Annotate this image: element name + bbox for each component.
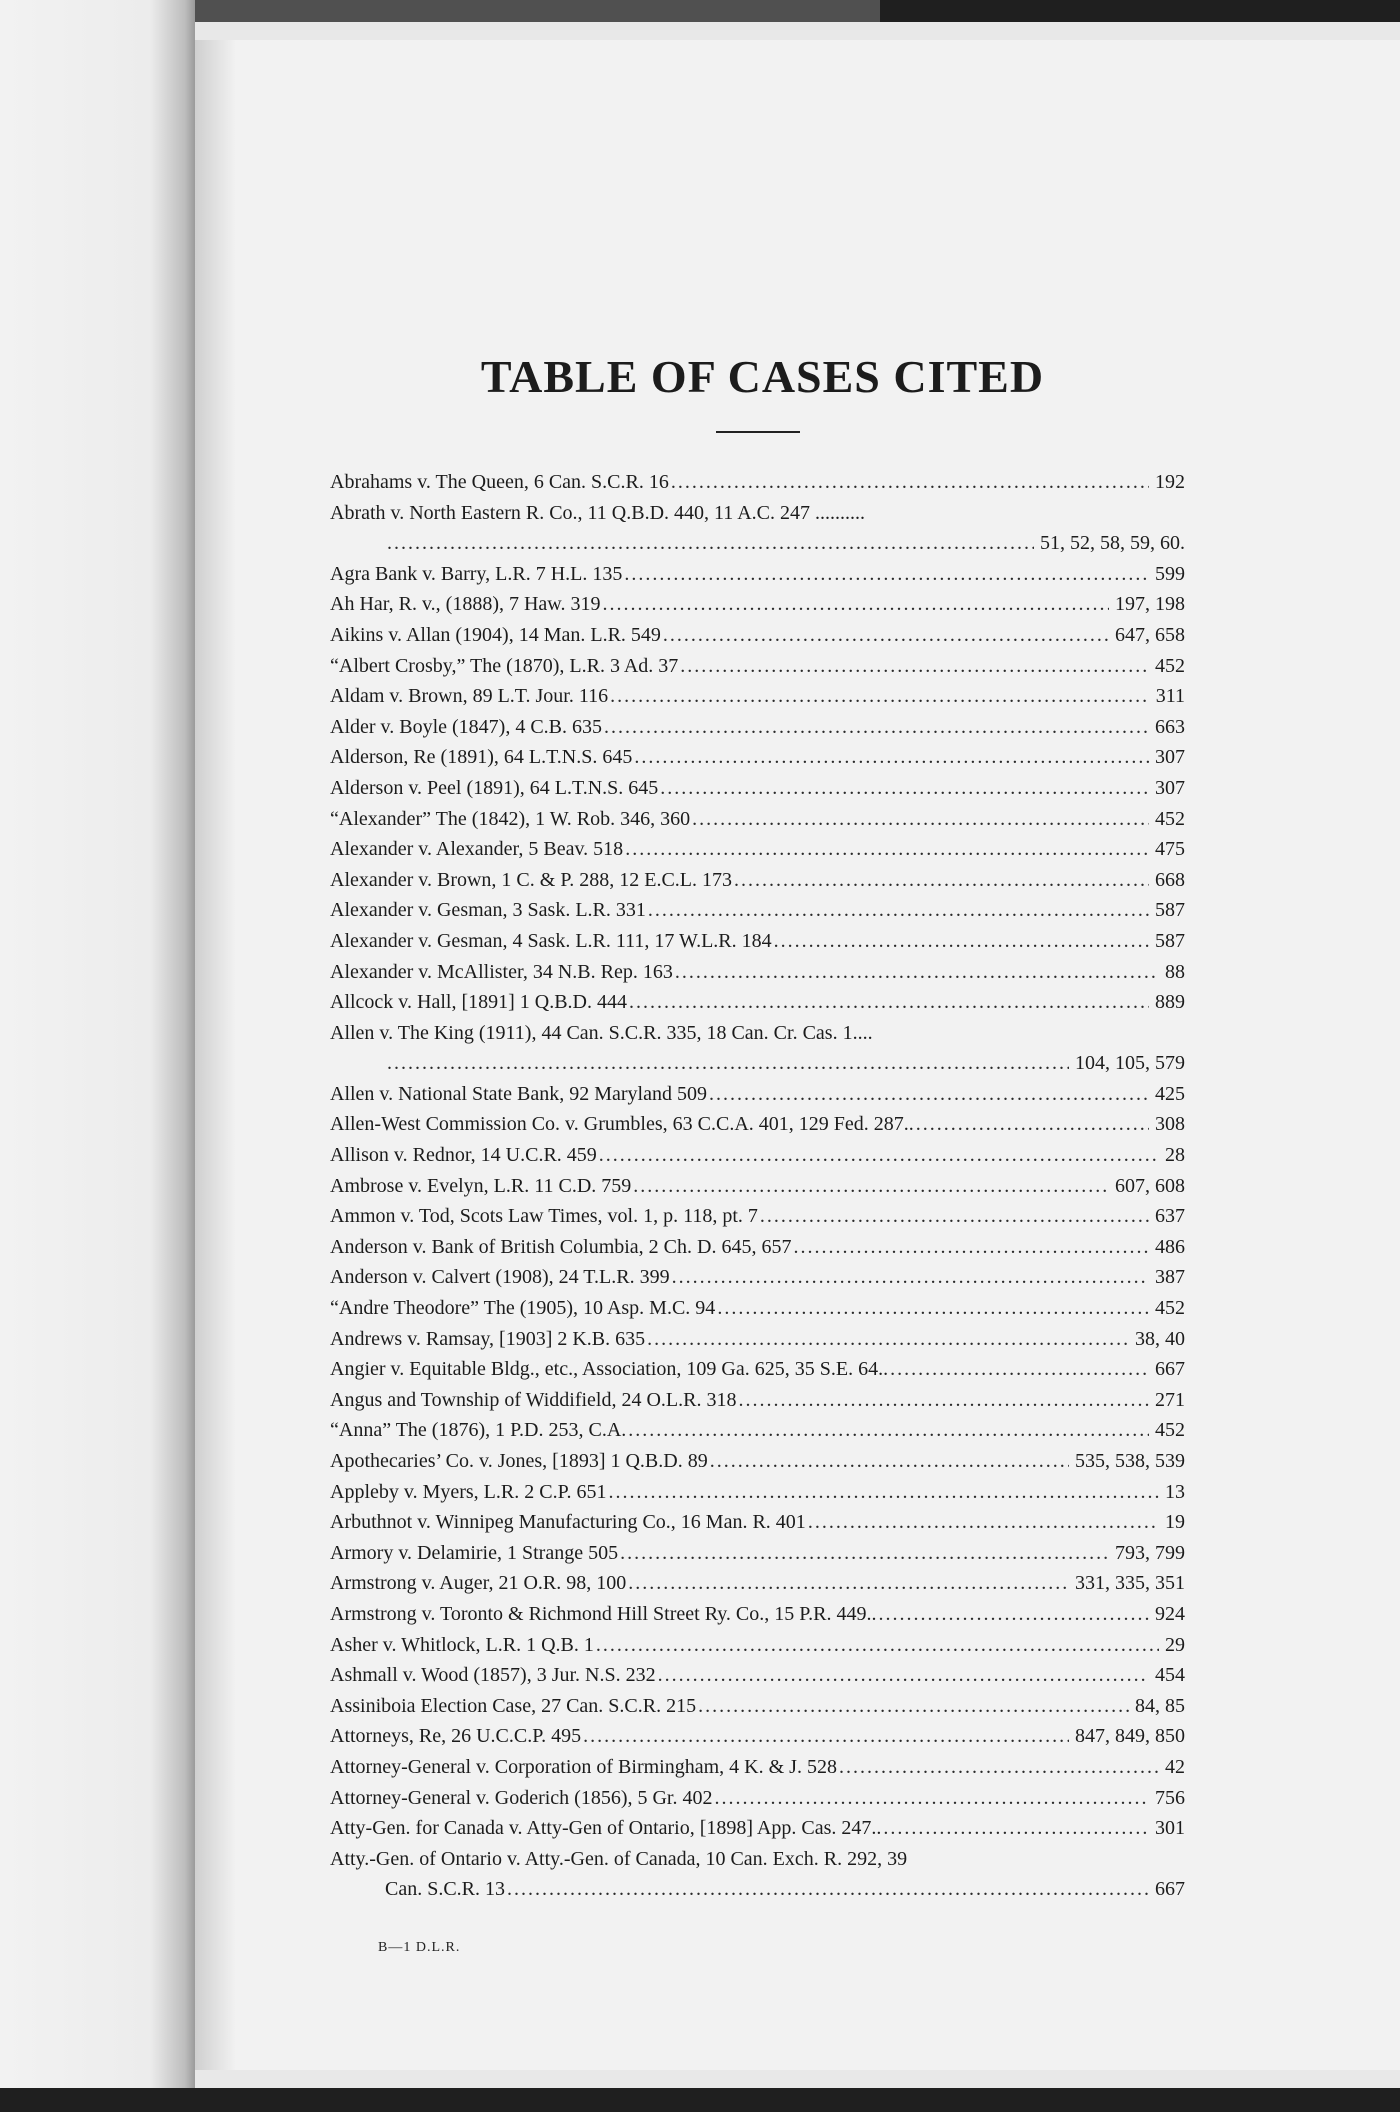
case-citation-continued: Can. S.C.R. 13: [385, 1878, 506, 1901]
case-continuation: [330, 1874, 1185, 1905]
case-page: 599: [1155, 562, 1185, 585]
case-entry: [330, 681, 1185, 712]
dot-leader: [507, 1874, 1149, 1905]
dot-leader: [387, 1048, 1069, 1079]
dot-leader: [717, 1293, 1149, 1324]
case-page: 331, 335, 351: [1075, 1572, 1185, 1595]
case-page: 637: [1155, 1205, 1185, 1228]
case-page: 271: [1155, 1388, 1185, 1411]
case-citation: Alder v. Boyle (1847), 4 C.B. 635: [330, 715, 603, 738]
case-row: [330, 1446, 1185, 1477]
dot-leader: [648, 895, 1149, 926]
page-content: [330, 350, 1185, 1905]
case-row: [330, 957, 1185, 988]
case-row: [330, 1415, 1185, 1446]
case-page: 924: [1155, 1602, 1185, 1625]
case-entry: [330, 1324, 1185, 1355]
case-row: [330, 1538, 1185, 1569]
case-citation: Allen v. The King (1911), 44 Can. S.C.R. 335, 18 Can. Cr. Cas. 1....: [330, 1021, 873, 1044]
case-citation: Abrahams v. The Queen, 6 Can. S.C.R. 16: [330, 471, 669, 493]
dot-leader: [629, 987, 1149, 1018]
case-row: [330, 1201, 1185, 1232]
case-row: [330, 467, 1185, 498]
case-citation: “Alexander” The (1842), 1 W. Rob. 346, 360: [330, 807, 691, 830]
case-entry: [330, 498, 1185, 559]
case-entry: [330, 712, 1185, 743]
case-citation: Allison v. Rednor, 14 U.C.R. 459: [330, 1144, 597, 1167]
case-citation: Armstrong v. Toronto & Richmond Hill Street Ry. Co., 15 P.R. 449..: [330, 1602, 877, 1625]
case-row: [330, 865, 1185, 896]
case-row: [330, 681, 1185, 712]
dot-leader: [628, 1415, 1149, 1446]
dot-leader: [608, 1477, 1159, 1508]
book-gutter: [195, 40, 235, 2070]
case-page: 452: [1155, 1419, 1185, 1442]
case-entry: [330, 559, 1185, 590]
case-row: [330, 1262, 1185, 1293]
case-row: [330, 651, 1185, 682]
case-row: [330, 1140, 1185, 1171]
case-citation: Aikins v. Allan (1904), 14 Man. L.R. 549: [330, 623, 661, 646]
case-page: 847, 849, 850: [1075, 1725, 1185, 1748]
case-entry: [330, 773, 1185, 804]
case-citation: Agra Bank v. Barry, L.R. 7 H.L. 135: [330, 562, 623, 585]
case-citation: Alexander v. McAllister, 34 N.B. Rep. 163: [330, 960, 673, 983]
dot-leader: [709, 1079, 1149, 1110]
case-row: [330, 926, 1185, 957]
case-page: 29: [1165, 1633, 1185, 1656]
case-entry: [330, 1232, 1185, 1263]
case-row: [330, 620, 1185, 651]
case-entry: [330, 589, 1185, 620]
case-row: [330, 1721, 1185, 1752]
dot-leader: [602, 589, 1109, 620]
dot-leader: [774, 926, 1149, 957]
case-entry: [330, 987, 1185, 1018]
case-page: 667: [1155, 1358, 1185, 1381]
case-row: [330, 712, 1185, 743]
dot-leader: [387, 528, 1034, 559]
case-page: 668: [1155, 868, 1185, 891]
dot-leader: [658, 1660, 1149, 1691]
case-citation: Armstrong v. Auger, 21 O.R. 98, 100: [330, 1572, 627, 1595]
case-entry: [330, 804, 1185, 835]
case-pages: 104, 105, 579: [1075, 1052, 1185, 1075]
case-entry: [330, 1783, 1185, 1814]
case-citation: Alexander v. Brown, 1 C. & P. 288, 12 E.C.L. 173: [330, 868, 733, 891]
case-citation: Aldam v. Brown, 89 L.T. Jour. 116: [330, 685, 609, 708]
case-citation: Atty.-Gen. of Ontario v. Atty.-Gen. of Canada, 10 Can. Exch. R. 292, 39: [330, 1847, 908, 1870]
case-row: [330, 1813, 1185, 1844]
dot-leader: [793, 1232, 1149, 1263]
case-continuation: [330, 1048, 1185, 1079]
dot-leader: [675, 957, 1159, 988]
dot-leader: [610, 681, 1150, 712]
case-entry: [330, 1691, 1185, 1722]
case-page: 454: [1155, 1664, 1185, 1687]
case-row: [330, 804, 1185, 835]
case-citation: Anderson v. Bank of British Columbia, 2 Ch. D. 645, 657: [330, 1235, 792, 1258]
dot-leader: [671, 467, 1149, 498]
dot-leader: [633, 1171, 1109, 1202]
case-citation: Assiniboia Election Case, 27 Can. S.C.R. 215: [330, 1694, 697, 1717]
case-page: 13: [1165, 1480, 1185, 1503]
dot-leader: [734, 865, 1149, 896]
case-citation: Ambrose v. Evelyn, L.R. 11 C.D. 759: [330, 1174, 632, 1197]
case-page: 663: [1155, 715, 1185, 738]
dot-leader: [599, 1140, 1159, 1171]
case-citation: Atty-Gen. for Canada v. Atty-Gen of Ontario, [1898] App. Cas. 247..: [330, 1817, 882, 1840]
dot-leader: [604, 712, 1149, 743]
cases-list: [330, 467, 1185, 1905]
case-page: 84, 85: [1135, 1694, 1185, 1717]
case-row: [330, 987, 1185, 1018]
case-row: [330, 1354, 1185, 1385]
case-citation: Ammon v. Tod, Scots Law Times, vol. 1, p. 118, pt. 7: [330, 1205, 758, 1228]
case-entry: [330, 1507, 1185, 1538]
case-page: 587: [1155, 899, 1185, 922]
case-entry: [330, 1538, 1185, 1569]
case-row: [330, 1599, 1185, 1630]
case-citation: Ashmall v. Wood (1857), 3 Jur. N.S. 232: [330, 1664, 656, 1687]
case-entry: [330, 895, 1185, 926]
case-row: [330, 1783, 1185, 1814]
case-page: 19: [1165, 1511, 1185, 1534]
case-pages: 51, 52, 58, 59, 60.: [1040, 532, 1185, 555]
case-page: 756: [1155, 1786, 1185, 1809]
dot-leader: [672, 1262, 1149, 1293]
case-citation: Ah Har, R. v., (1888), 7 Haw. 319: [330, 593, 601, 616]
case-row: [330, 895, 1185, 926]
case-entry: [330, 467, 1185, 498]
signature-mark: B—1 D.L.R.: [378, 1940, 461, 1955]
case-row: [330, 1691, 1185, 1722]
case-entry: [330, 1568, 1185, 1599]
case-citation: Allen-West Commission Co. v. Grumbles, 63 C.C.A. 401, 129 Fed. 287..: [330, 1113, 914, 1136]
case-page: 607, 608: [1115, 1174, 1185, 1197]
case-citation: “Albert Crosby,” The (1870), L.R. 3 Ad. 37: [330, 654, 679, 677]
case-page: 192: [1155, 471, 1185, 493]
dot-leader: [710, 1446, 1069, 1477]
case-citation: Asher v. Whitlock, L.R. 1 Q.B. 1: [330, 1633, 594, 1656]
case-row: [330, 1232, 1185, 1263]
case-entry: [330, 1721, 1185, 1752]
case-page: 38, 40: [1135, 1327, 1185, 1350]
case-entry: [330, 834, 1185, 865]
case-row: [330, 1324, 1185, 1355]
case-page: 28: [1165, 1144, 1185, 1167]
dot-leader: [660, 773, 1149, 804]
case-entry: [330, 1477, 1185, 1508]
dot-leader: [839, 1752, 1159, 1783]
case-page: 452: [1155, 1297, 1185, 1320]
scan-top-edge-highlight: [180, 0, 880, 22]
case-page: 486: [1155, 1235, 1185, 1258]
case-row: [330, 1507, 1185, 1538]
dot-leader: [647, 1324, 1129, 1355]
case-citation: Angier v. Equitable Bldg., etc., Association, 109 Ga. 625, 35 S.E. 64..: [330, 1358, 889, 1381]
facing-page-edge: [0, 0, 195, 2112]
case-citation: Alderson v. Peel (1891), 64 L.T.N.S. 645: [330, 776, 659, 799]
case-row: [330, 1109, 1185, 1140]
case-entry: [330, 1140, 1185, 1171]
dot-leader: [879, 1599, 1149, 1630]
title-rule: [716, 431, 800, 433]
case-citation: Anderson v. Calvert (1908), 24 T.L.R. 399: [330, 1266, 670, 1289]
case-row: [330, 742, 1185, 773]
case-entry: [330, 1660, 1185, 1691]
case-entry: [330, 1752, 1185, 1783]
case-page: 387: [1155, 1266, 1185, 1289]
case-entry: [330, 1171, 1185, 1202]
dot-leader: [698, 1691, 1129, 1722]
dot-leader: [624, 559, 1149, 590]
case-page: 647, 658: [1115, 623, 1185, 646]
case-page: 889: [1155, 991, 1185, 1014]
case-page: 587: [1155, 929, 1185, 952]
case-page: 197, 198: [1115, 593, 1185, 616]
case-page: 667: [1155, 1878, 1185, 1901]
case-page: 425: [1155, 1082, 1185, 1105]
case-entry: [330, 1415, 1185, 1446]
dot-leader: [738, 1385, 1149, 1416]
case-entry: [330, 651, 1185, 682]
case-citation: Attorneys, Re, 26 U.C.C.P. 495: [330, 1725, 582, 1748]
dot-leader: [714, 1783, 1149, 1814]
case-row: [330, 1079, 1185, 1110]
dot-leader: [692, 804, 1149, 835]
dot-leader: [583, 1721, 1069, 1752]
case-row: [330, 1385, 1185, 1416]
case-entry: [330, 1446, 1185, 1477]
dot-leader: [596, 1630, 1159, 1661]
case-page: 307: [1155, 746, 1185, 769]
case-entry: [330, 1813, 1185, 1844]
case-row: [330, 834, 1185, 865]
page-title: TABLE OF CASES CITED: [480, 351, 1045, 402]
case-entry: [330, 1599, 1185, 1630]
case-entry: [330, 1385, 1185, 1416]
case-citation: Attorney-General v. Corporation of Birmingham, 4 K. & J. 528: [330, 1755, 837, 1778]
case-page: 475: [1155, 838, 1185, 861]
case-entry: [330, 926, 1185, 957]
dot-leader: [883, 1813, 1149, 1844]
case-entry: [330, 1630, 1185, 1661]
case-entry: [330, 1293, 1185, 1324]
case-page: 42: [1165, 1755, 1185, 1778]
case-entry: [330, 957, 1185, 988]
dot-leader: [680, 651, 1149, 682]
case-citation: Attorney-General v. Goderich (1856), 5 Gr. 402: [330, 1786, 713, 1809]
case-citation: Alexander v. Gesman, 4 Sask. L.R. 111, 17 W.L.R. 184: [330, 929, 772, 952]
case-citation: Andrews v. Ramsay, [1903] 2 K.B. 635: [330, 1327, 646, 1350]
case-citation: “Andre Theodore” The (1905), 10 Asp. M.C. 94: [330, 1297, 716, 1320]
case-entry: [330, 1109, 1185, 1140]
case-entry: [330, 1844, 1185, 1905]
case-page: 535, 538, 539: [1075, 1450, 1185, 1472]
dot-leader: [916, 1109, 1149, 1140]
case-row: [330, 1171, 1185, 1202]
case-citation: Arbuthnot v. Winnipeg Manufacturing Co., 16 Man. R. 401: [330, 1511, 806, 1534]
case-row: [330, 1630, 1185, 1661]
case-entry: [330, 1354, 1185, 1385]
case-entry: [330, 742, 1185, 773]
dot-leader: [890, 1354, 1149, 1385]
case-citation: Appleby v. Myers, L.R. 2 C.P. 651: [330, 1480, 607, 1503]
case-citation: Alexander v. Alexander, 5 Beav. 518: [330, 838, 624, 861]
case-row: [330, 1293, 1185, 1324]
case-page: 452: [1155, 807, 1185, 830]
case-page: 452: [1155, 654, 1185, 677]
case-citation: Allen v. National State Bank, 92 Maryland 509: [330, 1082, 707, 1105]
dot-leader: [620, 1538, 1109, 1569]
case-row: [330, 1660, 1185, 1691]
dot-leader: [625, 834, 1149, 865]
case-page: 88: [1165, 960, 1185, 983]
case-citation: Armory v. Delamirie, 1 Strange 505: [330, 1541, 619, 1564]
case-entry: [330, 865, 1185, 896]
case-page: 301: [1155, 1817, 1185, 1840]
case-citation: Allcock v. Hall, [1891] 1 Q.B.D. 444: [330, 991, 627, 1014]
dot-leader: [634, 742, 1149, 773]
case-row: [330, 1477, 1185, 1508]
dot-leader: [628, 1568, 1069, 1599]
case-page: 307: [1155, 776, 1185, 799]
case-row: [330, 773, 1185, 804]
case-citation: Alexander v. Gesman, 3 Sask. L.R. 331: [330, 899, 646, 922]
case-citation: Abrath v. North Eastern R. Co., 11 Q.B.D. 440, 11 A.C. 247 ..........: [330, 501, 865, 524]
case-row: [330, 1752, 1185, 1783]
case-row: [330, 559, 1185, 590]
dot-leader: [808, 1507, 1159, 1538]
dot-leader: [760, 1201, 1149, 1232]
case-row: [330, 1568, 1185, 1599]
case-citation: Apothecaries’ Co. v. Jones, [1893] 1 Q.B.D. 89: [330, 1450, 708, 1472]
case-entry: [330, 1201, 1185, 1232]
scan-bottom-edge: [0, 2088, 1400, 2112]
case-entry: [330, 1079, 1185, 1110]
case-row: [330, 589, 1185, 620]
case-page: 793, 799: [1115, 1541, 1185, 1564]
case-citation: “Anna” The (1876), 1 P.D. 253, C.A.: [330, 1419, 627, 1442]
case-citation: Alderson, Re (1891), 64 L.T.N.S. 645: [330, 746, 633, 769]
case-page: 308: [1155, 1113, 1185, 1136]
case-entry: [330, 1018, 1185, 1079]
case-citation: Angus and Township of Widdifield, 24 O.L.R. 318: [330, 1388, 737, 1411]
case-page: 311: [1155, 685, 1185, 708]
dot-leader: [663, 620, 1109, 651]
case-continuation: [330, 528, 1185, 559]
case-entry: [330, 620, 1185, 651]
case-entry: [330, 1262, 1185, 1293]
